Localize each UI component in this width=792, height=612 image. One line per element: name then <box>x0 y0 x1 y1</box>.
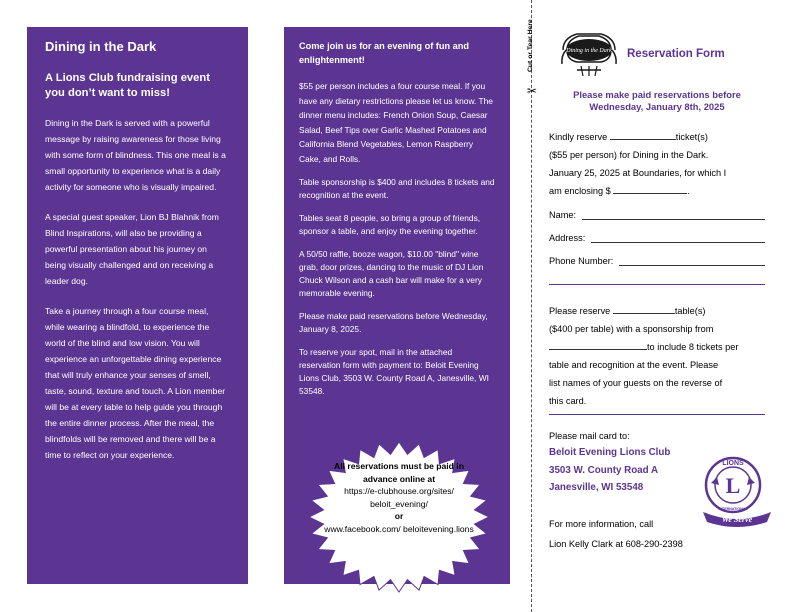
address-field[interactable] <box>591 233 765 243</box>
intro-paragraph: Dining in the Dark is served with a powerful message by raising awareness for those living with some form of blindness. This one meal is a small opportunity to experience what is a daily activity for someone who is visually impaired. <box>45 118 226 192</box>
enclosing-label: am enclosing $ <box>549 186 611 196</box>
table-line-5: list names of your guests on the reverse of <box>549 378 723 388</box>
name-label: Name: <box>549 210 577 220</box>
table-reservation-block <box>549 302 769 410</box>
starburst-url[interactable]: https://e-clubhouse.org/sites/ beloit_evening/ <box>344 486 454 509</box>
starburst-facebook[interactable]: www.facebook.com/ beloitevening.lions <box>324 523 474 534</box>
we-serve-banner <box>701 502 773 528</box>
amount-field[interactable] <box>613 184 687 194</box>
table-line-6: this card. <box>549 396 587 406</box>
middle-heading: Come join us for an evening of fun and enlightenment! <box>299 41 469 65</box>
logo-letter: L <box>725 473 741 498</box>
logo-bottom-text: INTERNATIONAL <box>718 507 748 511</box>
raffle-paragraph: A 50/50 raffle, booze wagon, $10.00 "blind" wine grab, door prizes, dancing to the music of DJ Lion Chuck Wilson and a cash bar will make for a very memorable evening. <box>299 249 484 298</box>
ticket-reservation-block <box>549 128 769 200</box>
journey-paragraph: Take a journey through a four course meal, while wearing a blindfold, to experience the world of the blind and low vision. You will experience an unforgettable dining experience that will truly enhance your senses of smell, taste, sound, texture and touch. A Lion member will be at every table to help guide you through the entire dinner process. After the meal, the blindfolds will be removed and there will be a time to reflect on your experience. <box>45 306 226 460</box>
left-panel <box>27 27 248 584</box>
panel-title: Dining in the Dark <box>45 39 157 54</box>
form-divider <box>549 414 765 415</box>
phone-field[interactable] <box>619 256 765 266</box>
table-label-a: Please reserve <box>549 306 611 316</box>
mail-paragraph: To reserve your spot, mail in the attached reservation form with payment to: Beloit Evening Lions Club, 3503 W. County Road A, Janesville, WI 53548. <box>299 347 489 396</box>
cut-label: Cut or Tear Here <box>527 19 534 72</box>
enclosing-period: . <box>687 186 690 196</box>
panel-subtitle: A Lions Club fundraising event you don’t want to miss! <box>45 72 210 99</box>
reserve-label-b: ticket(s) <box>675 132 708 142</box>
scissors-icon: ✂ <box>527 84 538 98</box>
club-street: 3503 W. County Road A <box>549 464 659 476</box>
mail-label: Please mail card to: <box>549 431 630 441</box>
ticket-count-field[interactable] <box>610 130 676 140</box>
starburst-text <box>317 460 481 536</box>
starburst-lead: All reservations must be paid in advance online at <box>334 461 464 484</box>
table-count-field[interactable] <box>613 304 675 314</box>
table-label-b: table(s) <box>674 306 706 316</box>
club-city: Janesville, WI 53548 <box>549 482 644 493</box>
sponsor-field[interactable] <box>549 340 647 350</box>
deadline-paragraph: Please make paid reservations before Wednesday, January 8, 2025. <box>299 311 488 334</box>
address-row <box>549 233 765 243</box>
sleep-mask-icon <box>559 30 619 82</box>
club-name: Beloit Evening Lions Club <box>549 447 671 458</box>
address-label: Address: <box>549 233 586 243</box>
table-line-4: table and recognition at the event. Please <box>549 360 719 370</box>
starburst-or: or <box>394 511 404 522</box>
reserve-label-a: Kindly reserve <box>549 132 608 142</box>
banner-text: We Serve <box>721 515 753 524</box>
form-divider <box>549 284 765 285</box>
phone-label: Phone Number: <box>549 256 614 266</box>
speaker-paragraph: A special guest speaker, Lion BJ Blahnik from Blind Inspirations, will also be providing a powerful presentation about his journey on being visually challenged and on receiving a leader dog. <box>45 212 219 286</box>
form-title: Reservation Form <box>627 48 725 60</box>
reserve-line-3: January 25, 2025 at Boundaries, for which I <box>549 168 727 178</box>
mask-logo-text: Dining in the Dark <box>566 48 612 54</box>
phone-row <box>549 256 765 266</box>
sponsorship-paragraph: Table sponsorship is $400 and includes 8 tickets and recognition at the event. <box>299 177 495 200</box>
table-line-2: ($400 per table) with a sponsorship from <box>549 324 714 334</box>
logo-top-text: LIONS <box>722 460 744 467</box>
name-row <box>549 210 765 220</box>
price-paragraph: $55 per person includes a four course meal. If you have any dietary restrictions please let us know. The dinner menu includes: French Onion Soup, Caesar Salad, Beef Tips over Garlic Mashed Potatoes and California Blend Vegetables, Lemon Raspberry Cake, and Rolls. <box>299 81 493 164</box>
table-line-3: to include 8 tickets per <box>647 342 739 352</box>
info-line-1: For more information, call <box>549 519 654 529</box>
form-deadline: Please make paid reservations before Wednesday, January 8th, 2025 <box>573 89 741 112</box>
reserve-line-2: ($55 per person) for Dining in the Dark. <box>549 150 709 160</box>
info-line-2: Lion Kelly Clark at 608-290-2398 <box>549 539 683 549</box>
name-field[interactable] <box>582 210 765 220</box>
tables-paragraph: Tables seat 8 people, so bring a group of friends, sponsor a table, and enjoy the evening together. <box>299 213 481 236</box>
